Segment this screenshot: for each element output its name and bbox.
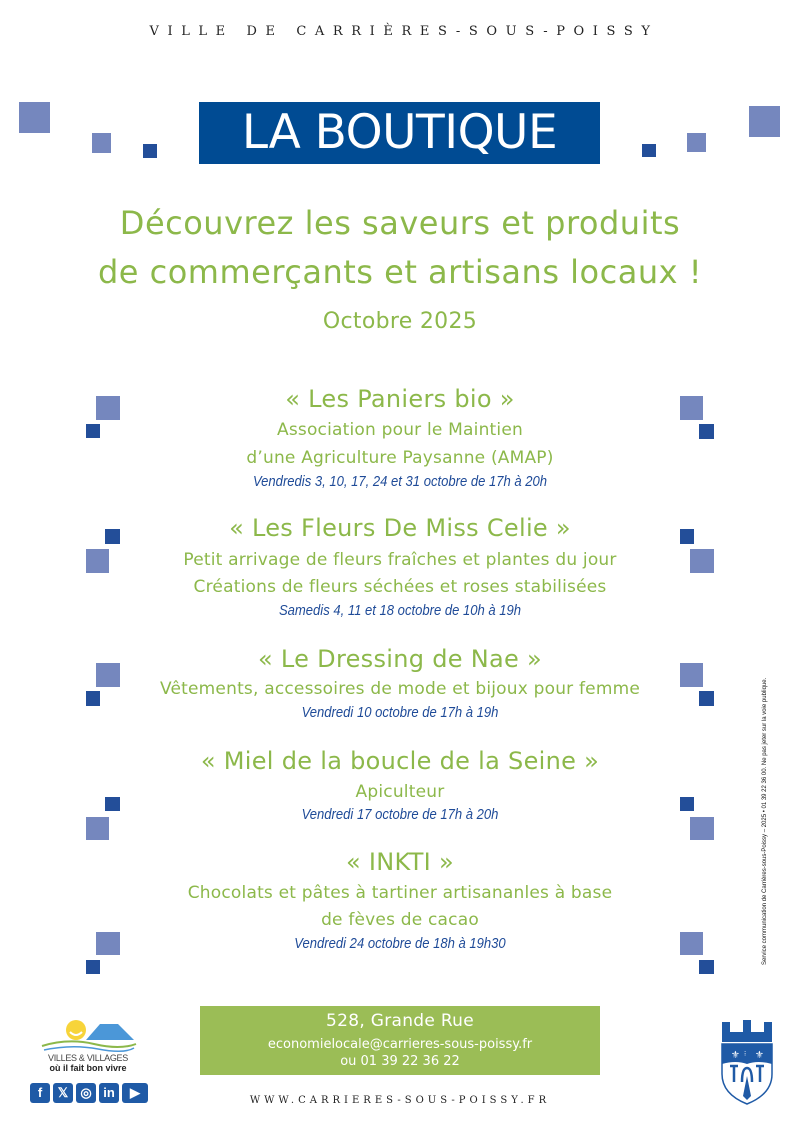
decor-square: [680, 396, 703, 420]
event-title: « Les Fleurs De Miss Celie »: [229, 514, 571, 542]
decor-square: [699, 691, 714, 706]
decor-square: [19, 102, 50, 133]
headline-line-2: de commerçants et artisans locaux !: [97, 253, 703, 291]
decor-square: [687, 133, 706, 152]
page-title: LA BOUTIQUE: [199, 102, 600, 164]
website-link[interactable]: WWW.CARRIERES-SOUS-POISSY.FR: [249, 1095, 551, 1106]
facebook-icon[interactable]: f: [30, 1083, 50, 1103]
contact-email[interactable]: economielocale@carrieres-sous-poissy.fr: [267, 1037, 533, 1052]
youtube-icon[interactable]: ▶: [122, 1083, 148, 1103]
decor-square: [680, 663, 703, 687]
decor-square: [96, 396, 120, 420]
event-date: Vendredi 17 octobre de 17h à 20h: [301, 807, 499, 823]
event-description: Chocolats et pâtes à tartiner artisananles à base: [187, 883, 613, 903]
event-description: Apiculteur: [355, 782, 445, 802]
event-title: « Miel de la boucle de la Seine »: [200, 747, 600, 775]
decor-square: [86, 549, 109, 573]
contact-phone[interactable]: ou 01 39 22 36 22: [340, 1054, 460, 1069]
svg-text:⚜: ⚜: [731, 1050, 740, 1061]
svg-text:⚜: ⚜: [755, 1050, 764, 1061]
decor-square: [680, 529, 694, 544]
city-crest-icon: [718, 1020, 776, 1106]
sun-house-icon: [38, 1018, 138, 1054]
decor-square: [105, 529, 120, 544]
decor-square: [699, 424, 714, 439]
villes-villages-logo: [38, 1018, 138, 1078]
event-description: de fèves de cacao: [321, 910, 479, 930]
event-description: Créations de fleurs séchées et roses stabilisées: [193, 577, 607, 597]
x-icon[interactable]: 𝕏: [53, 1083, 73, 1103]
label-line-1: VILLES & VILLAGES: [48, 1053, 128, 1063]
decor-square: [86, 817, 109, 840]
decor-square: [680, 932, 703, 955]
decor-square: [749, 106, 780, 137]
decor-square: [690, 549, 714, 573]
decor-square: [86, 424, 100, 438]
decor-square: [143, 144, 157, 158]
month-label: Octobre 2025: [322, 309, 478, 334]
legal-note-text: Service communication de Carrières-sous-Poissy – 2025 • 01 39 22 36 00. Ne pas jeter sur la voie publique.: [762, 677, 768, 965]
event-title: « INKTI »: [346, 848, 454, 876]
event-title: « Le Dressing de Nae »: [258, 645, 542, 673]
decor-square: [690, 817, 714, 840]
decor-square: [642, 144, 656, 157]
event-description: Vêtements, accessoires de mode et bijoux pour femme: [159, 679, 641, 699]
social-links: [30, 1083, 148, 1103]
decor-square: [105, 797, 120, 811]
event-description: Petit arrivage de fleurs fraîches et plantes du jour: [183, 550, 617, 570]
event-date: Vendredi 24 octobre de 18h à 19h30: [294, 936, 506, 952]
svg-text:⁝: ⁝: [744, 1050, 747, 1058]
instagram-icon[interactable]: ◎: [76, 1083, 96, 1103]
contact-address: 528, Grande Rue: [325, 1011, 475, 1031]
decor-square: [92, 133, 111, 153]
decor-square: [86, 691, 100, 706]
legal-note: [762, 675, 772, 965]
event-title: « Les Paniers bio »: [285, 385, 515, 413]
decor-square: [680, 797, 694, 811]
decor-square: [699, 960, 714, 974]
event-date: Vendredi 10 octobre de 17h à 19h: [301, 705, 499, 721]
decor-square: [96, 932, 120, 955]
city-name: VILLE DE CARRIÈRES-SOUS-POISSY: [149, 24, 659, 39]
event-description: d’une Agriculture Paysanne (AMAP): [246, 448, 554, 468]
headline-line-1: Découvrez les saveurs et produits: [119, 204, 681, 242]
linkedin-icon[interactable]: in: [99, 1083, 119, 1103]
label-line-2: où il fait bon vivre: [49, 1063, 127, 1073]
event-description: Association pour le Maintien: [277, 420, 523, 440]
decor-square: [96, 663, 120, 687]
decor-square: [86, 960, 100, 974]
contact-box: [200, 1006, 600, 1075]
event-date: Vendredis 3, 10, 17, 24 et 31 octobre de 17h à 20h: [252, 474, 548, 490]
event-date: Samedis 4, 11 et 18 octobre de 10h à 19h: [278, 603, 522, 619]
